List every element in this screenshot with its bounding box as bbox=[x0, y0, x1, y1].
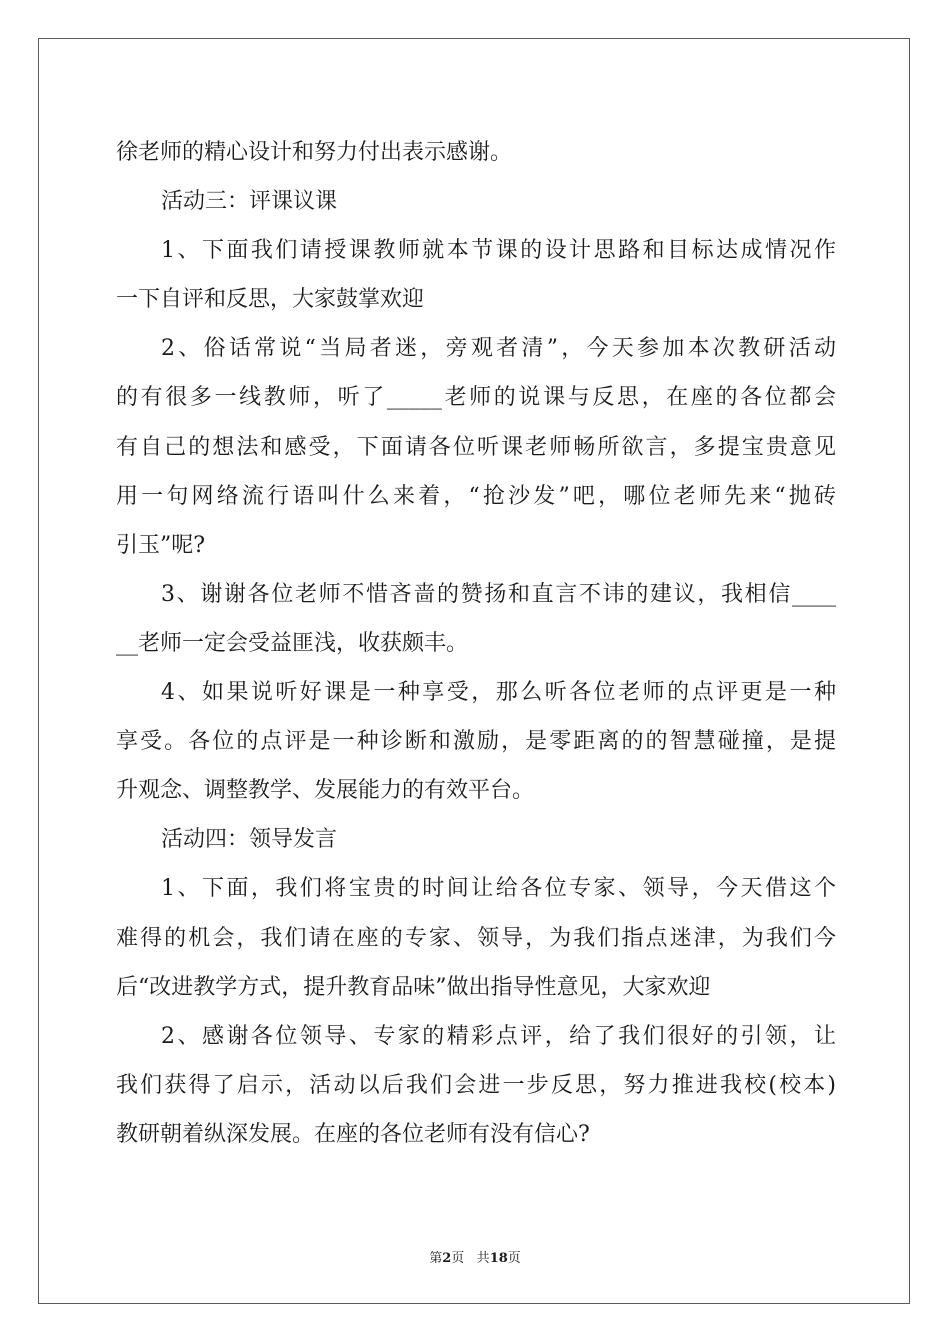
section-heading: 活动三：评课议课 bbox=[161, 189, 338, 215]
text-line: 享受。各位的点评是一种诊断和激励，是零距离的的智慧碰撞，是提 bbox=[116, 729, 836, 755]
text-line: 引玉”呢? bbox=[116, 532, 206, 558]
text-line: 的有很多一线教师，听了_____老师的说课与反思，在座的各位都会 bbox=[116, 385, 836, 411]
text-line: 2、俗话常说“当局者迷，旁观者清”，今天参加本次教研活动 bbox=[161, 336, 836, 362]
text-line: 1、下面我们请授课教师就本节课的设计思路和目标达成情况作 bbox=[161, 238, 836, 264]
text-line: 用一句网络流行语叫什么来着，“抢沙发”吧，哪位老师先来“抛砖 bbox=[116, 483, 836, 509]
page-footer bbox=[0, 1247, 950, 1266]
text-line: 我们获得了启示，活动以后我们会进一步反思，努力推进我校(校本) bbox=[116, 1072, 836, 1098]
footer-prefix: 第 bbox=[429, 1251, 443, 1266]
text-line: 一下自评和反思，大家鼓掌欢迎 bbox=[116, 287, 425, 313]
text-line: 徐老师的精心设计和努力付出表示感谢。 bbox=[116, 140, 513, 165]
text-line: 有自己的想法和感受，下面请各位听课老师畅所欲言，多提宝贵意见 bbox=[116, 434, 836, 460]
text-line: 升观念、调整教学、发展能力的有效平台。 bbox=[116, 778, 535, 804]
text-line: 2、感谢各位领导、专家的精彩点评，给了我们很好的引领，让 bbox=[161, 1023, 836, 1049]
footer-total-pages: 18 bbox=[489, 1251, 508, 1266]
footer-total-prefix: 共 bbox=[476, 1251, 490, 1266]
document-body bbox=[116, 128, 836, 1159]
text-line: 难得的机会，我们请在座的专家、领导，为我们指点迷津，为我们今 bbox=[116, 925, 836, 951]
text-line: 4、如果说听好课是一种享受，那么听各位老师的点评更是一种 bbox=[161, 680, 836, 706]
footer-page-unit: 页 bbox=[451, 1251, 465, 1266]
text-line: __老师一定会受益匪浅，收获颇丰。 bbox=[116, 630, 469, 656]
text-line: 1、下面，我们将宝贵的时间让给各位专家、领导，今天借这个 bbox=[161, 876, 836, 902]
text-line: 后“改进教学方式，提升教育品味”做出指导性意见，大家欢迎 bbox=[116, 974, 711, 1000]
section-heading: 活动四：领导发言 bbox=[161, 827, 338, 853]
footer-total-unit: 页 bbox=[507, 1251, 521, 1266]
text-line: 3、谢谢各位老师不惜吝啬的赞扬和直言不讳的建议，我相信____ bbox=[161, 581, 836, 607]
footer-page-number: 2 bbox=[442, 1251, 452, 1266]
text-line: 教研朝着纵深发展。在座的各位老师有没有信心? bbox=[116, 1121, 590, 1147]
